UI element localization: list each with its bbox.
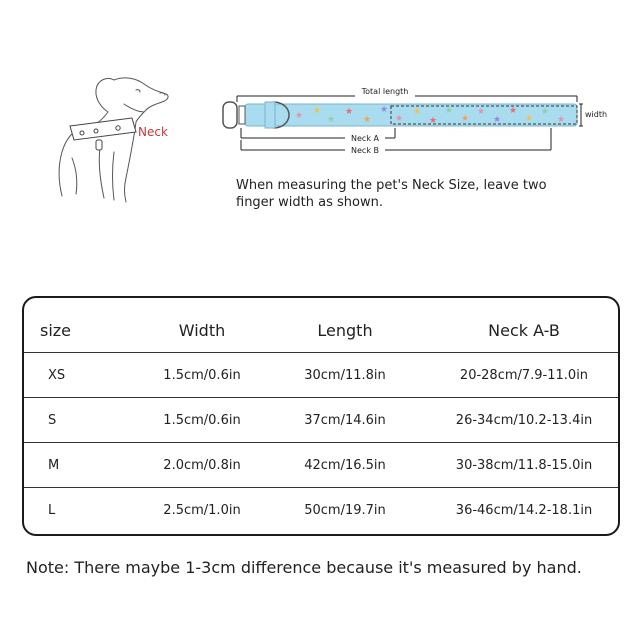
table-row xyxy=(24,353,618,398)
row-size: S xyxy=(48,413,57,428)
table-row xyxy=(24,443,618,488)
row-length: 30cm/11.8in xyxy=(304,368,386,383)
row-size: M xyxy=(48,458,60,473)
svg-text:★: ★ xyxy=(477,107,486,117)
row-neck: 26-34cm/10.2-13.4in xyxy=(455,413,593,428)
svg-text:★: ★ xyxy=(413,107,422,117)
row-length: 37cm/14.6in xyxy=(304,413,386,428)
width-label: width xyxy=(585,110,608,119)
row-width: 2.0cm/0.8in xyxy=(163,458,241,473)
row-width: 2.5cm/1.0in xyxy=(163,503,241,518)
svg-text:★: ★ xyxy=(557,115,566,125)
row-neck: 36-46cm/14.2-18.1in xyxy=(455,503,593,518)
svg-text:★: ★ xyxy=(541,107,550,117)
size-chart-table xyxy=(22,296,620,536)
svg-text:★: ★ xyxy=(327,115,336,125)
row-length: 50cm/19.7in xyxy=(304,503,386,518)
svg-text:★: ★ xyxy=(380,105,389,115)
total-length-label: Total length xyxy=(361,87,409,96)
row-width: 1.5cm/0.6in xyxy=(163,413,241,428)
row-size: XS xyxy=(48,368,66,383)
header-neck: Neck A-B xyxy=(488,321,560,340)
svg-text:★: ★ xyxy=(509,106,518,116)
table-header-row xyxy=(24,308,618,353)
svg-text:★: ★ xyxy=(445,106,454,116)
measuring-instruction: When measuring the pet's Neck Size, leave two finger width as shown. xyxy=(236,178,547,210)
svg-text:★: ★ xyxy=(525,114,534,124)
svg-text:★: ★ xyxy=(313,106,322,116)
svg-text:★: ★ xyxy=(395,114,404,124)
neck-a-label: Neck A xyxy=(351,134,379,143)
row-size: L xyxy=(48,503,56,518)
row-width: 1.5cm/0.6in xyxy=(163,368,241,383)
header-width: Width xyxy=(178,321,226,340)
neck-label: Neck xyxy=(138,125,168,139)
neck-b-label: Neck B xyxy=(351,146,379,155)
table-row xyxy=(24,488,618,533)
buckle-icon xyxy=(223,102,237,128)
svg-text:★: ★ xyxy=(295,111,304,121)
svg-text:★: ★ xyxy=(461,114,470,124)
header-length: Length xyxy=(317,321,373,340)
row-length: 42cm/16.5in xyxy=(304,458,386,473)
collar-dimension-diagram xyxy=(215,80,615,160)
table-row xyxy=(24,398,618,443)
svg-text:★: ★ xyxy=(429,116,438,126)
svg-text:★: ★ xyxy=(345,107,354,117)
row-neck: 20-28cm/7.9-11.0in xyxy=(459,368,589,383)
row-neck: 30-38cm/11.8-15.0in xyxy=(455,458,593,473)
svg-text:★: ★ xyxy=(363,115,372,125)
svg-text:★: ★ xyxy=(493,115,502,125)
measurement-note: Note: There maybe 1-3cm difference because it's measured by hand. xyxy=(26,558,582,577)
header-size: size xyxy=(40,321,72,340)
